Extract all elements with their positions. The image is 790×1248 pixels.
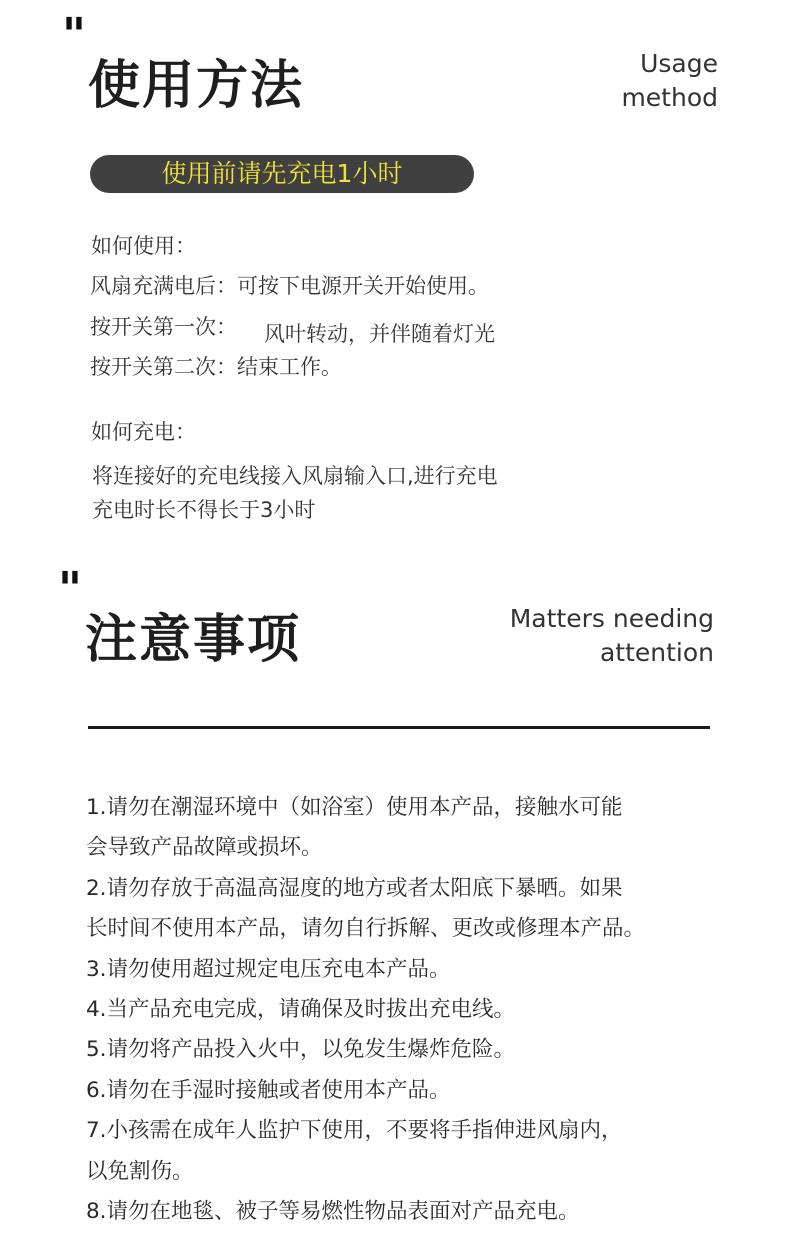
how-to-charge-heading: 如何充电： xyxy=(91,420,196,444)
attention-en-title-line2: attention xyxy=(599,638,714,667)
charge-first-banner xyxy=(90,155,474,193)
attention-item: 以免割伤。 xyxy=(86,1158,194,1184)
attention-en-title xyxy=(510,602,714,670)
usage-en-title-line1: Usage xyxy=(640,49,718,78)
usage-title: 使用方法 xyxy=(88,56,305,116)
attention-item: 5.请勿将产品投入火中，以免发生爆炸危险。 xyxy=(86,1037,516,1063)
usage-en-title xyxy=(621,47,718,115)
charge-instruction-line2: 充电时长不得长于3小时 xyxy=(92,498,316,522)
quote-mark-decoration: " xyxy=(62,8,82,62)
charge-first-banner-text: 使用前请先充电1小时 xyxy=(161,159,403,188)
attention-item: 会导致产品故障或损坏。 xyxy=(86,835,323,861)
attention-item: 8.请勿在地毯、被子等易燃性物品表面对产品充电。 xyxy=(86,1199,580,1225)
attention-item: 4.当产品充电完成，请确保及时拔出充电线。 xyxy=(86,997,516,1023)
how-to-use-heading: 如何使用： xyxy=(91,234,196,258)
attention-item: 2.请勿存放于高温高湿度的地方或者太阳底下暴晒。如果 xyxy=(86,875,623,901)
attention-en-title-line1: Matters needing xyxy=(509,604,714,633)
second-press-line: 按开关第二次：结束工作。 xyxy=(90,355,342,379)
attention-item: 6.请勿在手湿时接触或者使用本产品。 xyxy=(86,1077,451,1103)
first-press-label: 按开关第一次： xyxy=(90,315,237,339)
first-press-text: 风叶转动，并伴随着灯光 xyxy=(264,322,495,346)
attention-item: 7.小孩需在成年人监护下使用，不要将手指伸进风扇内， xyxy=(86,1118,623,1144)
charge-instruction-line1: 将连接好的充电线接入风扇输入口,进行充电 xyxy=(92,464,498,488)
section-divider xyxy=(88,726,710,729)
attention-list xyxy=(86,788,645,1232)
attention-item: 长时间不使用本产品，请勿自行拆解、更改或修理本产品。 xyxy=(86,916,646,942)
attention-item: 3.请勿使用超过规定电压充电本产品。 xyxy=(86,956,451,982)
after-full-charge-line: 风扇充满电后：可按下电源开关开始使用。 xyxy=(90,274,489,298)
attention-item: 1.请勿在潮湿环境中（如浴室）使用本产品，接触水可能 xyxy=(86,795,623,820)
usage-en-title-line2: method xyxy=(621,83,718,112)
attention-title: 注意事项 xyxy=(85,610,302,670)
quote-mark-decoration: " xyxy=(58,562,78,616)
